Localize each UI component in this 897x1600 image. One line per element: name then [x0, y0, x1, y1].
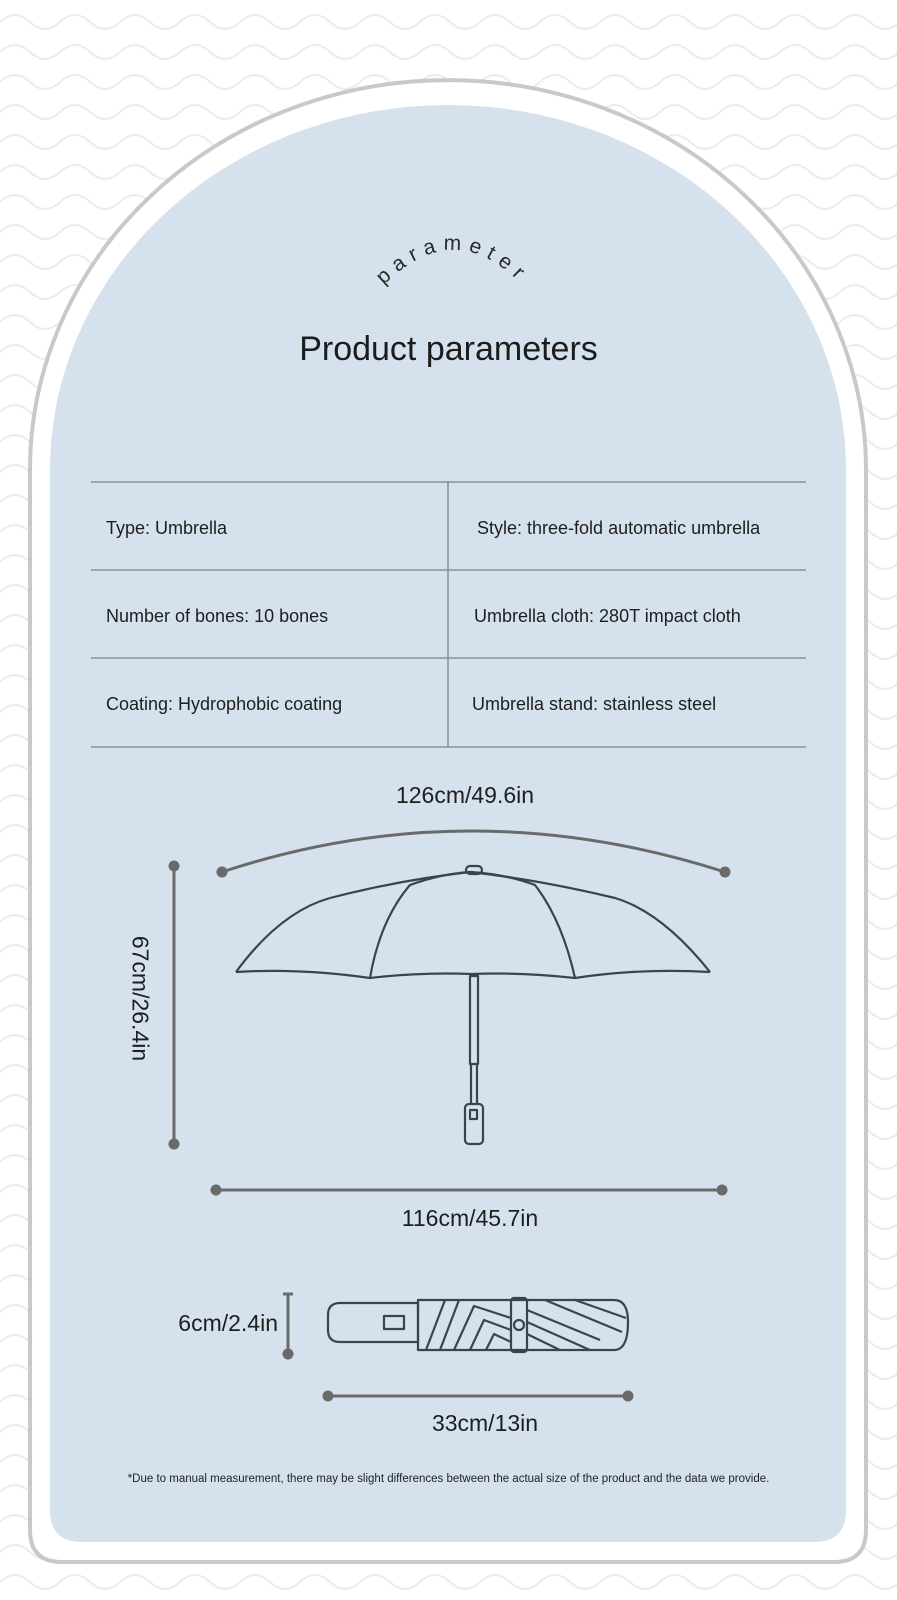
- label-height: 67cm/26.4in: [127, 935, 154, 1062]
- param-style: Style: three-fold automatic umbrella: [477, 518, 761, 538]
- label-folded-length: 33cm/13in: [431, 1410, 539, 1436]
- param-type: Type: Umbrella: [106, 518, 228, 538]
- label-folded-diameter: 6cm/2.4in: [178, 1310, 278, 1336]
- param-stand: Umbrella stand: stainless steel: [472, 694, 717, 714]
- page-title: Product parameters: [299, 330, 598, 368]
- footnote: *Due to manual measurement, there may be slight differences between the actual size of the product and the data we provide.: [127, 1473, 770, 1485]
- label-width-open: 116cm/45.7in: [401, 1205, 539, 1231]
- param-cloth: Umbrella cloth: 280T impact cloth: [474, 606, 741, 626]
- param-coating: Coating: Hydrophobic coating: [106, 694, 343, 714]
- param-bones: Number of bones: 10 bones: [106, 606, 329, 626]
- arc-word-parameter: parameter: [371, 231, 535, 289]
- label-arc-length: 126cm/49.6in: [395, 782, 535, 808]
